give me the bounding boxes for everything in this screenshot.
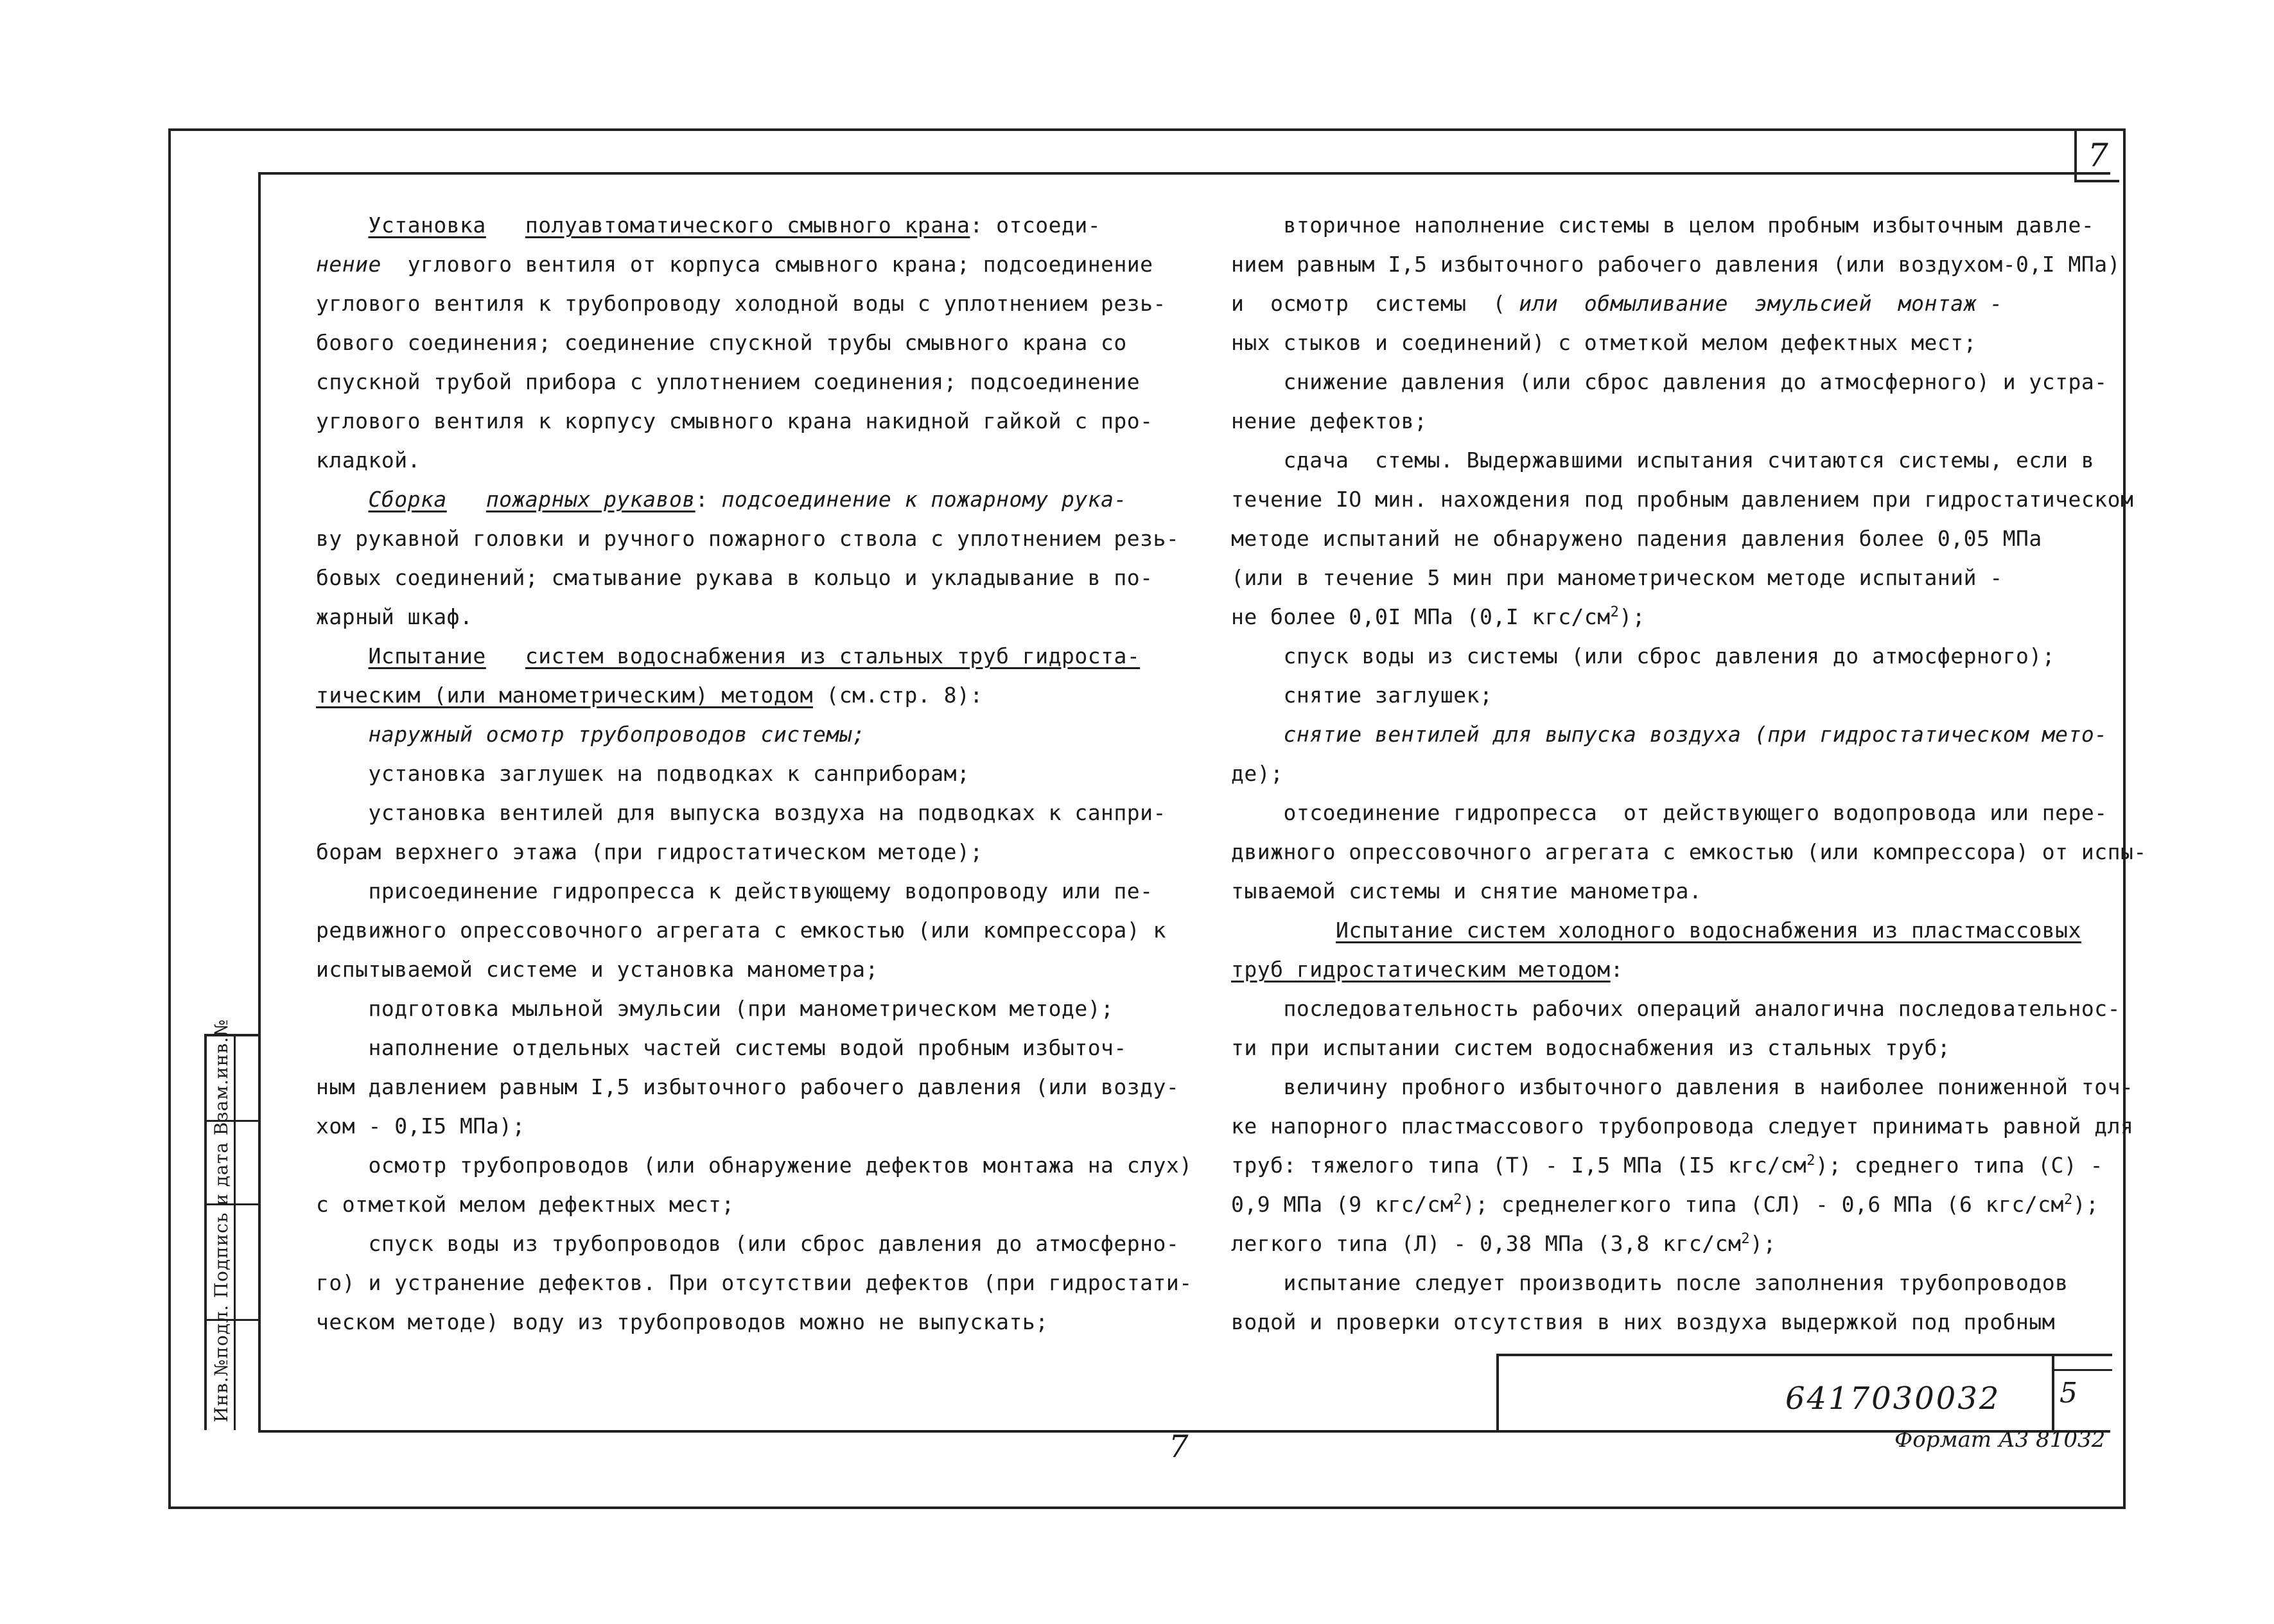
- text-line: [1231, 597, 2092, 636]
- text-segment: последовательность рабочих операций аналогична последовательнос-: [1231, 996, 2121, 1021]
- text-segment: методе испытаний не обнаружено падения давления более 0,05 МПа: [1231, 526, 2042, 551]
- text-segment: углового вентиля к трубопроводу холодной воды с уплотнением резь-: [316, 291, 1166, 316]
- text-line: [1231, 793, 2108, 832]
- text-line: [1231, 205, 2095, 245]
- text-segment: [316, 722, 368, 747]
- text-segment: (или в течение 5 мин при манометрическом методе испытаний -: [1231, 565, 2003, 590]
- text-segment: испытываемой системе и установка манометра;: [316, 957, 879, 982]
- text-line: [316, 519, 1180, 558]
- text-segment: [316, 643, 368, 668]
- text-segment: снятие заглушек;: [1231, 683, 1493, 708]
- text-segment: жарный шкаф.: [316, 604, 473, 629]
- text-line: [316, 676, 1176, 715]
- sheet-label-cell: [2054, 1356, 2112, 1371]
- text-line: [1231, 1106, 2134, 1146]
- text-line: [1231, 284, 2092, 323]
- text-segment: отсоединение гидропресса от действующего водопровода или пере-: [1231, 800, 2108, 825]
- text-line: [316, 1185, 1176, 1224]
- text-segment: де);: [1231, 761, 1284, 786]
- text-line: [1231, 871, 2092, 911]
- text-segment: с отметкой мелом дефектных мест;: [316, 1192, 735, 1217]
- text-segment: : отсоеди-: [970, 213, 1101, 238]
- text-segment: снятие вентилей для выпуска воздуха (при гидростатическом мето-: [1283, 722, 2108, 747]
- text-segment: [316, 213, 368, 238]
- text-segment: установка заглушек на подводках к санприборам;: [316, 761, 970, 786]
- text-segment: 2: [1453, 1192, 1463, 1208]
- text-line: [1231, 832, 2147, 871]
- text-segment: осмотр трубопроводов (или обнаружение дефектов монтажа на слух): [316, 1153, 1193, 1178]
- text-segment: ); среднего типа (С) -: [1815, 1153, 2104, 1178]
- text-segment: бовых соединений; сматывание рукава в кольцо и укладывание в по-: [316, 565, 1153, 590]
- text-line: [316, 401, 1176, 441]
- text-segment: систем водоснабжения из стальных труб гидроста-: [525, 643, 1141, 668]
- text-segment: 2: [1806, 1153, 1815, 1169]
- text-segment: Испытание: [368, 643, 486, 668]
- sheet-number-cell: [2052, 1354, 2112, 1430]
- format-label: Формат А3 81032: [1894, 1427, 2106, 1453]
- text-line: [316, 441, 1176, 480]
- text-line: [1231, 362, 2108, 401]
- text-segment: подсоединение к пожарному рука-: [721, 487, 1127, 512]
- text-segment: );: [1619, 604, 1646, 629]
- text-segment: движного опрессовочного агрегата с емкостью (или компрессора) от испы-: [1231, 839, 2147, 864]
- text-line: [316, 362, 1176, 401]
- left-text-column: [316, 205, 1193, 1341]
- text-segment: тическим (или манометрическим) методом: [316, 683, 813, 708]
- text-line: [1231, 950, 2092, 989]
- text-line: [1231, 676, 2092, 715]
- text-line: [1231, 715, 2108, 754]
- text-segment: сдача стемы. Выдержавшими испытания считаются системы, если в: [1231, 448, 2095, 473]
- text-segment: (см.стр. 8):: [812, 683, 983, 708]
- text-line: [316, 1028, 1176, 1067]
- text-line: [316, 558, 1176, 597]
- text-line: [316, 245, 1176, 284]
- text-segment: нение дефектов;: [1231, 408, 1428, 433]
- text-segment: Установка: [368, 213, 486, 238]
- text-segment: редвижного опрессовочного агрегата с емкостью (или компрессора) к: [316, 918, 1166, 943]
- text-segment: [486, 213, 525, 238]
- corner-page-number: 7: [2074, 131, 2119, 182]
- text-line: [316, 1067, 1180, 1106]
- text-segment: ти при испытании систем водоснабжения из стальных труб;: [1231, 1035, 1951, 1060]
- text-line: [316, 1302, 1176, 1341]
- text-segment: :: [695, 487, 722, 512]
- text-segment: полуавтоматического смывного крана: [525, 213, 970, 238]
- text-segment: или обмыливание эмульсией монтаж -: [1519, 291, 2003, 316]
- text-segment: нием равным I,5 избыточного рабочего давления (или воздухом-0,I МПа): [1231, 252, 2121, 277]
- text-segment: присоединение гидропресса к действующему водопроводу или пе-: [316, 878, 1153, 904]
- text-line: [1231, 754, 2092, 793]
- text-segment: вторичное наполнение системы в целом пробным избыточным давле-: [1231, 213, 2095, 238]
- text-segment: труб: тяжелого типа (Т) - I,5 МПа (I5 кгс/см: [1231, 1153, 1807, 1178]
- text-line: [316, 1106, 1176, 1146]
- text-segment: 2: [1741, 1231, 1751, 1247]
- text-segment: ческом методе) воду из трубопроводов можно не выпускать;: [316, 1309, 1049, 1334]
- text-line: [1231, 1146, 2104, 1185]
- text-segment: ву рукавной головки и ручного пожарного ствола с уплотнением резь-: [316, 526, 1180, 551]
- text-segment: 2: [1610, 604, 1620, 620]
- text-segment: труб гидростатическим методом: [1231, 957, 1611, 982]
- text-segment: пожарных рукавов: [485, 487, 695, 512]
- text-segment: наружный осмотр трубопроводов системы;: [368, 722, 866, 747]
- text-segment: Испытание систем холодного водоснабжения из пластмассовых: [1335, 918, 2081, 943]
- text-line: [316, 205, 1176, 245]
- text-segment: наполнение отдельных частей системы водой пробным избыточ-: [316, 1035, 1127, 1060]
- text-line: [316, 871, 1176, 911]
- text-line: [1231, 519, 2092, 558]
- text-line: [316, 793, 1176, 832]
- text-segment: бового соединения; соединение спускной трубы смывного крана со: [316, 330, 1127, 355]
- text-segment: кладкой.: [316, 448, 421, 473]
- text-line: [1231, 441, 2095, 480]
- text-segment: ных стыков и соединений) с отметкой мелом дефектных мест;: [1231, 330, 1977, 355]
- text-segment: и осмотр системы (: [1231, 291, 1519, 316]
- text-line: [316, 1146, 1193, 1185]
- text-line: [316, 754, 1176, 793]
- text-segment: :: [1610, 957, 1624, 982]
- text-line: [316, 480, 1176, 519]
- text-segment: ке напорного пластмассового трубопровода следует принимать равной для: [1231, 1113, 2134, 1139]
- text-segment: спускной трубой прибора с уплотнением соединения; подсоединение: [316, 369, 1141, 394]
- text-line: [316, 911, 1176, 950]
- text-segment: [1231, 722, 1283, 747]
- text-line: [1231, 911, 2092, 950]
- text-segment: 0,9 МПа (9 кгс/см: [1231, 1192, 1454, 1217]
- text-line: [1231, 401, 2092, 441]
- text-line: [316, 1263, 1193, 1302]
- text-segment: го) и устранение дефектов. При отсутствии дефектов (при гидростати-: [316, 1270, 1193, 1295]
- side-stamp-divider: [234, 1036, 236, 1430]
- text-line: [316, 950, 1176, 989]
- right-text-column: [1231, 205, 2147, 1341]
- text-line: [316, 323, 1176, 362]
- text-line: [316, 1224, 1180, 1263]
- text-line: [316, 989, 1176, 1028]
- text-segment: тываемой системы и снятие манометра.: [1231, 878, 1702, 904]
- text-segment: [1231, 918, 1336, 943]
- text-line: [316, 284, 1176, 323]
- text-segment: легкого типа (Л) - 0,38 МПа (3,8 кгс/см: [1231, 1231, 1742, 1256]
- text-segment: нение: [316, 252, 395, 277]
- text-segment: углового вентиля к корпусу смывного крана накидной гайкой с про-: [316, 408, 1153, 433]
- text-segment: );: [1750, 1231, 1776, 1256]
- text-segment: [486, 643, 525, 668]
- text-segment: [447, 487, 486, 512]
- text-segment: хом - 0,I5 МПа);: [316, 1113, 525, 1139]
- text-line: [1231, 323, 2092, 362]
- text-segment: не более 0,0I МПа (0,I кгс/см: [1231, 604, 1611, 629]
- side-stamp-text: Инв.№подл. Подпись и дата Взам.инв.№: [211, 1018, 232, 1422]
- text-line: [1231, 1263, 2092, 1302]
- text-line: [1231, 245, 2121, 284]
- text-segment: Сборка: [368, 487, 447, 512]
- text-segment: величину пробного избыточного давления в наиболее пониженной точ-: [1231, 1074, 2134, 1099]
- text-segment: снижение давления (или сброс давления до атмосферного) и устра-: [1231, 369, 2108, 394]
- text-line: [1231, 1028, 2092, 1067]
- text-segment: );: [2072, 1192, 2099, 1217]
- text-segment: испытание следует производить после заполнения трубопроводов: [1231, 1270, 2068, 1295]
- text-segment: ); среднелегкого типа (СЛ) - 0,6 МПа (6 кгс/см: [1462, 1192, 2064, 1217]
- text-line: [1231, 989, 2121, 1028]
- text-line: [316, 832, 1176, 871]
- text-segment: установка вентилей для выпуска воздуха на подводках к санпри-: [316, 800, 1166, 825]
- text-line: [1231, 1224, 2092, 1263]
- text-line: [316, 715, 1176, 754]
- text-segment: спуск воды из системы (или сброс давления до атмосферного);: [1231, 643, 2056, 668]
- text-segment: ным давлением равным I,5 избыточного рабочего давления (или возду-: [316, 1074, 1180, 1099]
- text-segment: 2: [2063, 1192, 2073, 1208]
- text-segment: [316, 487, 368, 512]
- text-line: [1231, 480, 2134, 519]
- sheet-number: 5: [2060, 1377, 2077, 1410]
- text-segment: подготовка мыльной эмульсии (при манометрическом методе);: [316, 996, 1114, 1021]
- document-code: 6417030032: [1785, 1381, 2001, 1417]
- text-line: [1231, 1302, 2092, 1341]
- text-segment: течение IO мин. нахождения под пробным давлением при гидростатическом: [1231, 487, 2134, 512]
- text-segment: водой и проверки отсутствия в них воздуха выдержкой под пробным: [1231, 1309, 2056, 1334]
- text-segment: спуск воды из трубопроводов (или сброс давления до атмосферно-: [316, 1231, 1180, 1256]
- text-line: [1231, 636, 2092, 676]
- text-line: [316, 636, 1176, 676]
- text-line: [1231, 558, 2092, 597]
- text-line: [1231, 1067, 2134, 1106]
- page-number: 7: [1169, 1429, 1189, 1465]
- text-segment: углового вентиля от корпуса смывного крана; подсоединение: [394, 252, 1153, 277]
- text-line: [316, 597, 1176, 636]
- text-segment: борам верхнего этажа (при гидростатическом методе);: [316, 839, 983, 864]
- text-line: [1231, 1185, 2099, 1224]
